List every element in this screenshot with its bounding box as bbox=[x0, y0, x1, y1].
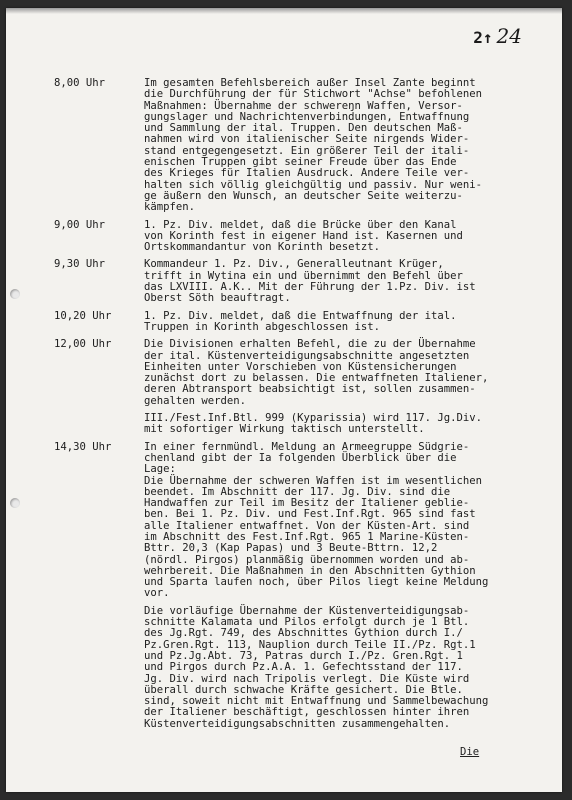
page-number bbox=[473, 24, 522, 48]
diary-entry bbox=[54, 339, 544, 435]
entry-time: 9,00 Uhr bbox=[54, 218, 106, 231]
entry-time: 8,00 Uhr bbox=[54, 77, 106, 89]
entry-paragraph: 1. Pz. Div. meldet, daß die Brücke über den Kanal von Korinth fest in eigener Hand ist. Kasernen und Ortskommandantur von Korinth besetzt. bbox=[144, 218, 463, 254]
entry-text bbox=[144, 220, 544, 254]
punch-hole-icon bbox=[10, 498, 20, 508]
diary-entry bbox=[54, 220, 544, 254]
entry-time: 10,20 Uhr bbox=[54, 309, 112, 322]
diary-entry bbox=[54, 442, 544, 730]
entry-text bbox=[144, 311, 544, 334]
page-top-shadow bbox=[6, 8, 562, 14]
entry-text bbox=[144, 442, 544, 730]
entry-text bbox=[144, 339, 544, 435]
entry-paragraph: Im gesamten Befehlsbereich außer Insel Zante beginnt die Durchführung der für Stichwort "Achse" befohlenen Maßnahmen: Übernahme der schwereŋn Waffen, Versor- gungslager und Nachrichtenverbindungen, Entwaffnung und Sammlung der ital. Truppen. Den deutschen Maß- nahmen wird von italienischer Seite nirgends Wider- stand entgegengesetzt. Ein größerer Teil der itali- enischen Truppen gibt seiner Freude über das Ende des Krieges für Italien Ausdruck. Andere Teile ver- halten sich völlig gleichgültig und passiv. Nur weni- ge äußern den Wunsch, an deutscher Seite weiterzu- kämpfen. bbox=[144, 77, 483, 214]
entry-text bbox=[144, 78, 544, 214]
diary-entry bbox=[54, 78, 544, 214]
document-page bbox=[6, 8, 562, 792]
entry-paragraph: Kommandeur 1. Pz. Div., Generalleutnant Krüger, trifft in Wytina ein und übernimmt den Befehl über das LXVIII. A.K.. Mit der Führung der 1.Pz. Div. ist Oberst Söth beauftragt. bbox=[144, 258, 476, 305]
entry-paragraph: 1. Pz. Div. meldet, daß die Entwaffnung der ital. Truppen in Korinth abgeschlossen ist. bbox=[144, 309, 457, 333]
entry-time: 14,30 Uhr bbox=[54, 440, 112, 453]
diary-entry bbox=[54, 259, 544, 304]
war-diary-entries bbox=[54, 78, 544, 736]
entry-paragraph: Die vorläufige Übernahme der Küstenverteidigungsab- schnitte Kalamata und Pilos erfolgt durch je 1 Btl. des Jg.Rgt. 749, des Abschnittes Gythion durch I./ Pz.Gren.Rgt. 113, Nauplion durch Teile II./Pz. Rgt.1 und Pz.Jg.Abt. 73, Patras durch I./Pz. Gren.Rgt. 1 und Pirgos durch Pz.A.A. 1. Gefechtsstand der 117. Jg. Div. wird nach Tripolis verlegt. Die Küste wird überall durch schwache Kräfte gesichert. Die Btle. sind, soweit nicht mit Entwaffnung und Sammelbewachung der Italiener beschäftigt, geschlossen hinter ihren Küstenverteidigungsabschnitten zusammengehalten. bbox=[144, 604, 489, 730]
entry-paragraph: Die Divisionen erhalten Befehl, die zu der Übernahme der ital. Küstenverteidigungsabschnitte angesetzten Einheiten unter Vorschieben von Küstensicherungen zunächst dort zu belassen. Die entwaffneten Italiener, deren Abtransport beabsichtigt ist, sollen zusammen- gehalten werden. bbox=[144, 338, 489, 407]
typed-page-number: 2↑ bbox=[473, 28, 493, 47]
entry-paragraph: III./Fest.Inf.Btl. 999 (Kyparissia) wird 117. Jg.Div. mit sofortiger Wirkung taktisch unterstellt. bbox=[144, 412, 483, 436]
catchword: Die bbox=[460, 746, 480, 758]
entry-time: 12,00 Uhr bbox=[54, 338, 112, 351]
entry-paragraph: In einer fernmündl. Meldung an Armeegruppe Südgrie- chenland gibt der Ia folgenden Überblick über die Lage: Die Übernahme der schweren Waffen ist im wesentlichen beendet. Im Abschnitt der 117. Jg. Div. sind die Handwaffen zur Teil im Besitz der Italiener geblie- ben. Bei 1. Pz. Div. und Fest.Inf.Rgt. 965 sind fast alle Italiener entwaffnet. Von der Küsten-Art. sind im Abschnitt des Fest.Inf.Rgt. 965 1 Marine-Küsten- Bttr. 20,3 (Kap Papas) und 3 Beute-Bttrn. 12,2 (nördl. Pirgos) planmäßig übernommen worden und ab- wehrbereit. Die Maßnahmen in den Abschnitten Gythion und Sparta laufen noch, über Pilos liegt keine Meldung vor. bbox=[144, 440, 489, 600]
entry-text bbox=[144, 259, 544, 304]
diary-entry bbox=[54, 311, 544, 334]
entry-time: 9,30 Uhr bbox=[54, 258, 106, 271]
handwritten-page-number: 24 bbox=[496, 24, 522, 48]
punch-hole-icon bbox=[10, 289, 20, 299]
